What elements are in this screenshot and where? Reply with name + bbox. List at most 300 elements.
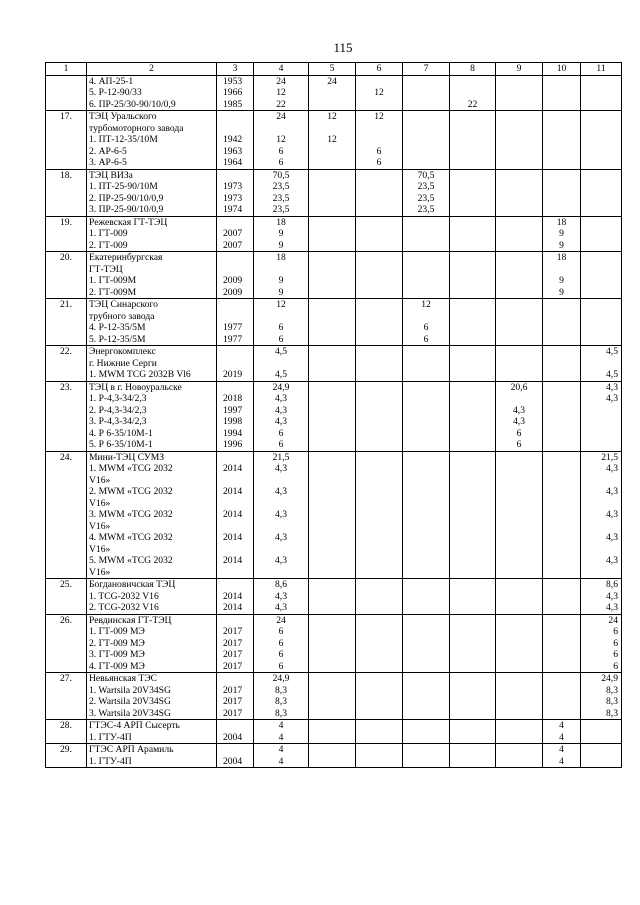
plant-name-line: 4. Р-12-35/5М [89,322,146,333]
value-line [583,252,618,264]
value-line [545,626,578,638]
value-cell-col-10 [543,720,581,744]
value-line [498,204,540,216]
value-cell-col-4 [254,252,309,299]
plant-name-line: 2. ПР-25-90/10/0,9 [89,192,164,204]
value-line [358,661,400,673]
table-row [46,75,622,111]
value-line [583,264,618,276]
row-number-cell: 19. [46,216,87,252]
value-line [583,322,618,334]
year-line: 1942 [223,134,243,145]
year-line: 1996 [223,439,243,450]
value-line: 6 [278,637,284,649]
value-line [452,744,493,756]
value-line [498,591,540,603]
value-line: 23,5 [417,204,435,215]
header-cell-9: 9 [496,63,543,76]
value-line: 18 [556,252,567,263]
value-line [405,567,447,579]
value-line [405,275,447,287]
plant-name-cell [87,299,217,346]
value-cell-col-6 [356,252,403,299]
value-line [405,615,447,627]
year-line [223,475,251,487]
value-line [311,626,353,638]
plant-name-line: 3. Р-4,3-34/2,3 [89,416,147,427]
value-line [358,685,400,697]
value-line [583,567,618,579]
plant-name-line: г. Нижние Серги [89,357,157,369]
header-cell-3: 3 [217,63,254,76]
value-cell-col-5 [309,252,356,299]
year-line [223,217,251,229]
value-line [498,99,540,111]
value-line [545,532,578,544]
value-line [358,382,400,394]
value-line [358,544,400,556]
value-line [405,673,447,685]
value-line [452,405,493,417]
value-line [358,439,400,451]
value-line [358,521,400,533]
value-line [545,567,578,579]
value-line [545,264,578,276]
value-line [405,240,447,252]
value-line [358,708,400,720]
plant-name-line: 4. АП-25-1 [89,75,134,87]
value-line [311,463,353,475]
value-line [545,615,578,627]
value-line [545,708,578,720]
value-line [498,649,540,661]
value-line [583,498,618,510]
value-line [311,346,353,358]
value-line [405,428,447,440]
value-cell-col-6 [356,720,403,744]
value-line [405,134,447,146]
value-line: 9 [559,286,564,298]
value-line [452,134,493,146]
value-line: 23,5 [272,181,290,192]
plant-name-line: 2. АР-6-5 [89,145,127,157]
value-line [452,275,493,287]
value-cell-col-6 [356,614,403,673]
year-line: 2017 [223,660,243,672]
value-line [358,486,400,498]
value-line [452,532,493,544]
value-line: 6 [278,660,284,672]
value-line [498,638,540,650]
table-row [46,169,622,216]
value-cell-col-6 [356,299,403,346]
value-line [545,99,578,111]
value-line [358,452,400,464]
value-line: 4,3 [275,590,287,602]
value-line: 4,5 [275,346,287,357]
year-line [223,567,251,579]
plant-name-line: V16» [89,566,111,578]
value-line: 18 [276,252,286,263]
value-line: 18 [276,216,286,228]
value-line [405,685,447,697]
value-cell-col-7 [403,381,450,451]
year-line: 2014 [223,602,243,613]
value-cell-col-8 [450,75,496,111]
table-row [46,381,622,451]
plant-name-line: 1. ПТ-12-35/10М [89,134,158,145]
year-cell [217,346,254,382]
value-line [311,638,353,650]
value-cell-col-9 [496,111,543,170]
value-line [405,146,447,158]
value-cell-col-9 [496,299,543,346]
plant-name-line: Екатеринбургская [89,252,163,263]
plant-name-line: 5. Р-12-35/5М [89,333,146,345]
value-line [583,744,618,756]
header-cell-8: 8 [450,63,496,76]
value-line [498,567,540,579]
value-line [545,673,578,685]
value-cell-col-11 [581,451,622,579]
value-line [405,346,447,358]
row-number-cell: 23. [46,381,87,451]
value-line [311,732,353,744]
year-line: 1973 [223,192,243,204]
value-line [545,134,578,146]
value-line [256,358,306,370]
value-cell-col-9 [496,720,543,744]
plant-name-cell [87,381,217,451]
value-line [358,123,400,135]
value-cell-col-6 [356,216,403,252]
header-cell-1: 1 [46,63,87,76]
value-cell-col-5 [309,346,356,382]
year-cell [217,673,254,720]
value-line [358,311,400,323]
value-line [498,626,540,638]
year-line: 1985 [223,98,243,110]
value-line [545,509,578,521]
value-line: 9 [278,239,284,251]
value-line [452,498,493,510]
value-cell-col-8 [450,381,496,451]
value-line [405,732,447,744]
value-line [545,322,578,334]
plant-name-line: 3. ПР-25-90/10/0,9 [89,204,164,215]
value-line [358,498,400,510]
value-line [452,334,493,346]
value-line: 6 [278,427,284,439]
value-cell-col-7 [403,169,450,216]
value-line [583,720,618,732]
plant-name-cell [87,579,217,615]
value-line [405,287,447,299]
row-number-cell: 28. [46,720,87,744]
value-cell-col-5 [309,381,356,451]
value-cell-col-8 [450,614,496,673]
value-line [311,252,353,264]
year-cell [217,744,254,768]
value-line [545,123,578,135]
value-line [583,428,618,440]
value-cell-col-7 [403,299,450,346]
value-line: 12 [327,111,337,122]
value-cell-col-5 [309,299,356,346]
value-line [405,123,447,135]
value-line [545,311,578,323]
value-line: 4,3 [275,555,287,566]
value-line: 21,5 [601,451,618,463]
value-cell-col-10 [543,451,581,579]
value-cell-col-9 [496,451,543,579]
value-line [405,311,447,323]
year-line: 2014 [223,532,243,543]
value-cell-col-5 [309,169,356,216]
value-line [452,708,493,720]
value-line [498,134,540,146]
value-cell-col-6 [356,346,403,382]
value-line [545,170,578,182]
value-cell-col-8 [450,579,496,615]
value-line [311,322,353,334]
value-line [311,157,353,169]
table-header [46,63,622,76]
value-line [583,405,618,417]
value-line [256,567,306,579]
value-line: 4,3 [606,590,618,602]
table-row [46,451,622,579]
plant-name-line: 1. ГТ-009 [89,228,128,239]
value-line: 9 [278,228,284,239]
table-row [46,614,622,673]
value-line [311,240,353,252]
value-cell-col-4 [254,169,309,216]
value-line [583,146,618,158]
value-cell-col-4 [254,111,309,170]
year-line: 1977 [223,333,243,345]
value-cell-col-11 [581,111,622,170]
value-line [311,615,353,627]
value-line [545,393,578,405]
value-line: 6 [278,157,284,168]
value-line [498,532,540,544]
value-cell-col-8 [450,216,496,252]
value-line: 21,5 [272,451,290,463]
value-line [452,358,493,370]
value-line [358,76,400,88]
value-line [256,311,306,323]
value-line [452,146,493,158]
year-line: 1994 [223,427,243,439]
value-line [452,673,493,685]
value-line: 12 [374,111,384,122]
value-line [452,696,493,708]
value-cell-col-4 [254,579,309,615]
value-line [405,111,447,123]
value-line [498,358,540,370]
row-number-cell: 20. [46,252,87,299]
value-line [405,264,447,276]
value-line [405,452,447,464]
value-cell-col-7 [403,252,450,299]
value-cell-col-8 [450,299,496,346]
value-line [498,685,540,697]
value-line [545,157,578,169]
value-cell-col-4 [254,346,309,382]
value-cell-col-10 [543,216,581,252]
value-line [545,358,578,370]
value-line [545,486,578,498]
plant-name-line: 1. Wartsila 20V34SG [89,684,171,696]
value-line [583,134,618,146]
plant-name-cell [87,169,217,216]
value-line [256,475,306,487]
year-line [223,673,251,685]
value-line [583,439,618,451]
plant-name-line: 3. MWM «TCG 2032 [89,509,173,520]
value-cell-col-4 [254,744,309,768]
table-row [46,579,622,615]
value-line [583,287,618,299]
plant-name-line: 5. Р 6-35/10М-1 [89,439,153,450]
plant-name-cell [87,744,217,768]
value-line [583,228,618,240]
value-line [358,369,400,381]
value-cell-col-8 [450,451,496,579]
table-row [46,111,622,170]
value-line: 6 [613,637,618,649]
value-cell-col-8 [450,673,496,720]
value-line [358,134,400,146]
table-row [46,346,622,382]
value-cell-col-9 [496,216,543,252]
value-line [311,311,353,323]
value-line [311,393,353,405]
value-line [405,744,447,756]
year-line: 2007 [223,228,243,239]
value-line [498,393,540,405]
plant-name-line: турбомоторного завода [89,122,184,134]
table-body [46,75,622,768]
value-line [452,252,493,264]
value-line [545,334,578,346]
value-line [498,87,540,99]
value-line [358,532,400,544]
value-line: 4,3 [275,416,287,427]
plant-name-line: 3. Wartsila 20V34SG [89,707,171,719]
value-line [311,708,353,720]
value-line [311,602,353,614]
row-number-cell: 17. [46,111,87,170]
value-line [452,685,493,697]
value-cell-col-6 [356,169,403,216]
value-line [358,204,400,216]
value-line [311,358,353,370]
value-line [358,756,400,768]
value-line [311,369,353,381]
value-line: 22 [276,98,286,110]
value-line: 23,5 [272,192,290,204]
value-line [311,661,353,673]
year-cell [217,614,254,673]
value-cell-col-7 [403,744,450,768]
value-line [583,240,618,252]
value-line [311,146,353,158]
value-line [311,334,353,346]
value-line: 4,3 [275,404,287,416]
value-line [452,509,493,521]
value-line: 4 [559,755,564,767]
value-line [498,111,540,123]
value-line: 8,3 [275,707,287,719]
row-number-cell: 24. [46,451,87,579]
value-line [311,591,353,603]
value-cell-col-9 [496,381,543,451]
plant-name-line: ГТЭС-4 АРП Сысерть [89,720,180,731]
value-line: 4,3 [275,509,287,520]
row-number-cell: 25. [46,579,87,615]
value-line [358,228,400,240]
plant-name-line: 2. ГТ-009М [89,286,137,298]
value-line [358,299,400,311]
value-line [358,252,400,264]
value-line [452,123,493,135]
plant-name-line: 1. ПТ-25-90/10М [89,181,158,192]
value-line [311,439,353,451]
value-line [498,463,540,475]
value-line [405,521,447,533]
value-line [311,673,353,685]
plant-name-line: 4. MWM «TCG 2032 [89,532,173,543]
page-number: 115 [333,40,353,55]
plant-name-line: 1. ГТУ-4П [89,731,132,743]
value-cell-col-8 [450,720,496,744]
value-line [545,544,578,556]
value-line [358,567,400,579]
year-line: 2017 [223,649,243,660]
value-cell-col-4 [254,381,309,451]
value-cell-col-6 [356,111,403,170]
value-line: 24 [276,111,286,122]
table-row [46,744,622,768]
value-line: 4,3 [606,555,618,566]
value-line [498,521,540,533]
value-line: 8,3 [275,696,287,707]
value-line [583,334,618,346]
year-line: 2014 [223,509,243,520]
value-line [583,299,618,311]
value-line [405,708,447,720]
value-line: 4,3 [606,393,618,404]
value-line [405,475,447,487]
plant-name-line: 2. ГТ-009 [89,239,128,251]
value-line: 4,3 [606,602,618,613]
header-cell-2: 2 [87,63,217,76]
value-line [358,217,400,229]
value-line: 6 [376,145,382,157]
value-cell-col-7 [403,346,450,382]
table-row [46,252,622,299]
table-row [46,673,622,720]
value-line [405,498,447,510]
plant-name-line: 4. Р 6-35/10М-1 [89,427,153,439]
value-line: 6 [423,333,429,345]
plant-name-line: 2. ГТ-009 МЭ [89,637,145,649]
value-line: 4,3 [513,404,525,416]
value-line [545,416,578,428]
value-cell-col-8 [450,252,496,299]
